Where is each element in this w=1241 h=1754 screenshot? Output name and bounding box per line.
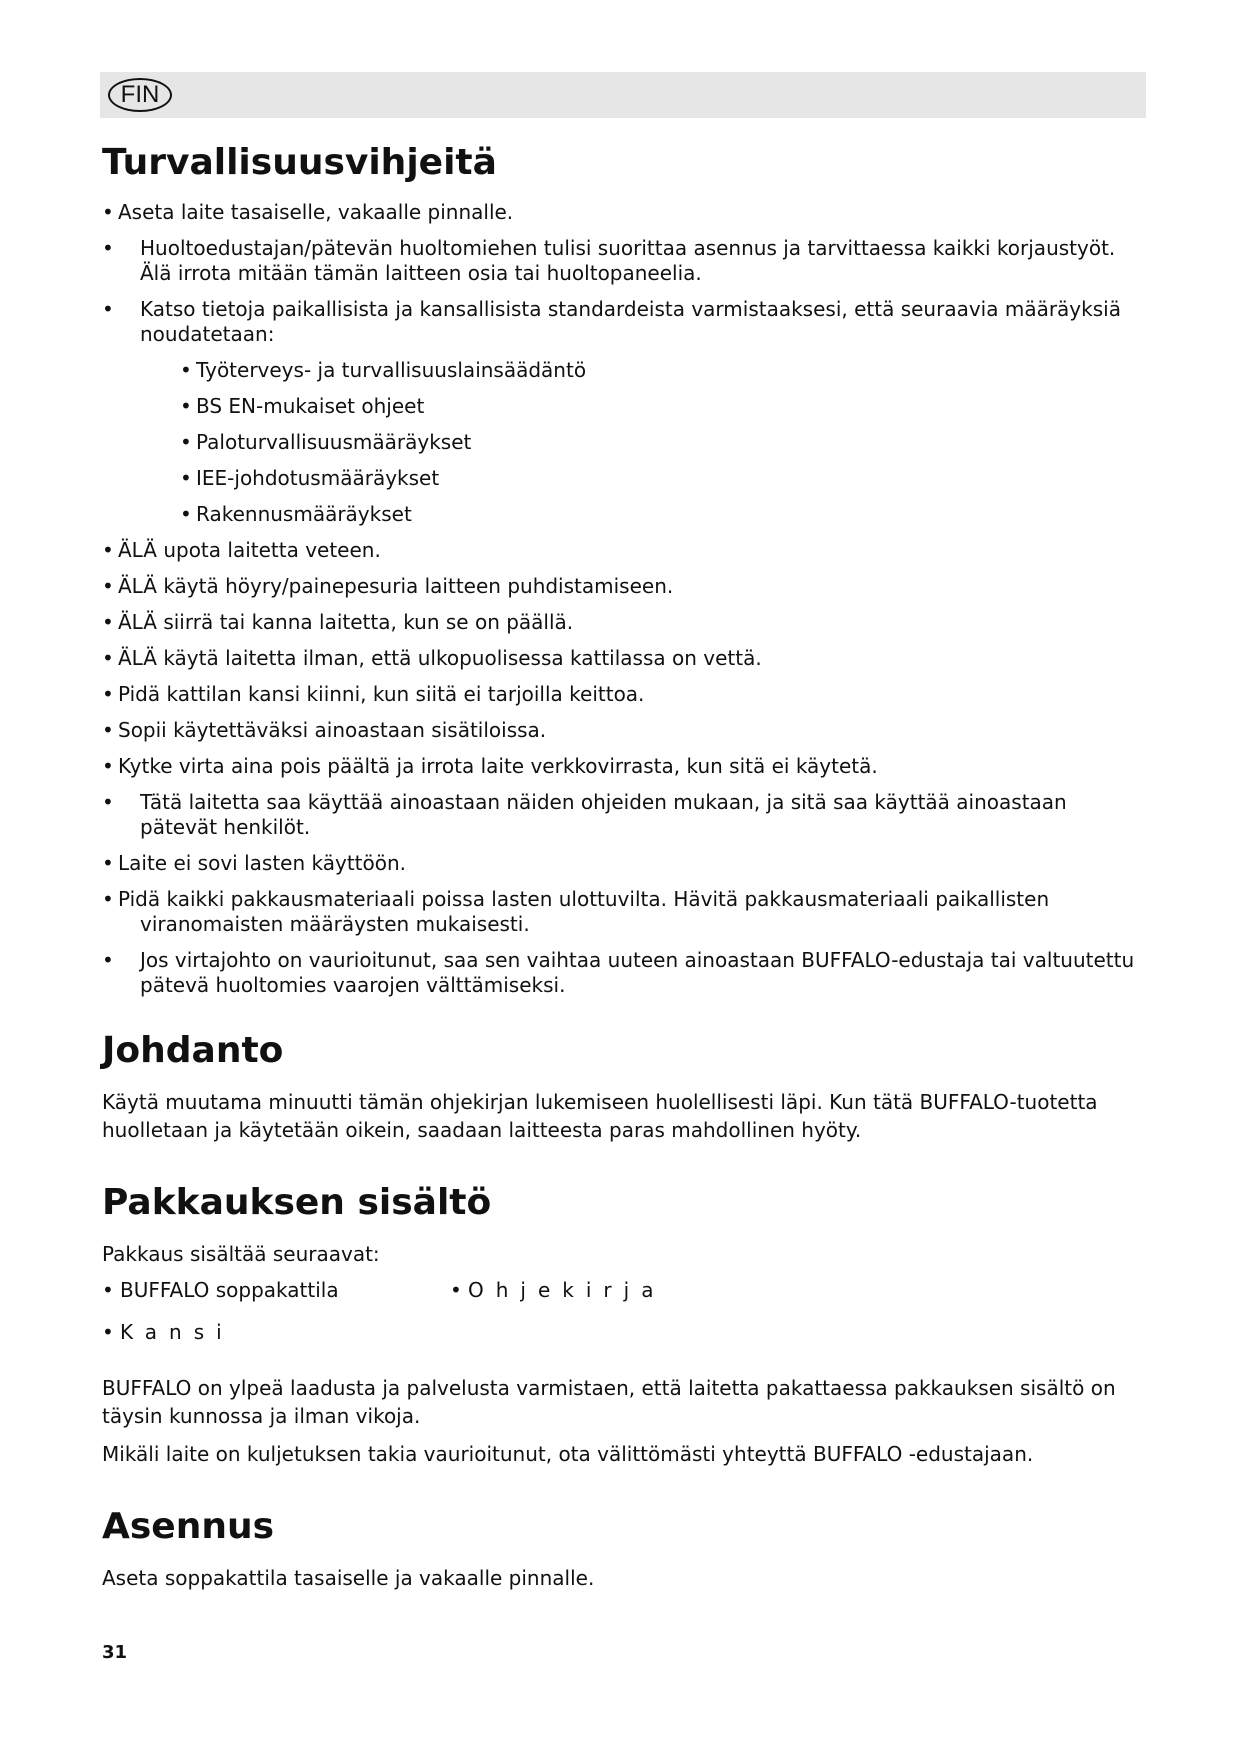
list-item: • Sopii käytettäväksi ainoastaan sisätiloissa. (102, 718, 1142, 743)
language-badge: FIN (108, 78, 172, 112)
list-item: • ÄLÄ käytä höyry/painepesuria laitteen puhdistamiseen. (102, 574, 1142, 599)
contents-heading: Pakkauksen sisältö (102, 1182, 492, 1223)
list-item: • Kytke virta aina pois päältä ja irrota laite verkkovirrasta, kun sitä ei käytetä. (102, 754, 1142, 779)
list-item: • Paloturvallisuusmääräykset (180, 430, 1142, 455)
safety-heading: Turvallisuusvihjeitä (102, 142, 497, 183)
intro-text: Käytä muutama minuutti tämän ohjekirjan lukemiseen huolellisesti läpi. Kun tätä BUFFALO-tuotetta huolletaan ja käytetään oikein, saadaan laitteesta paras mahdollinen hyöty. (102, 1090, 1098, 1142)
contents-lead: Pakkaus sisältää seuraavat: (102, 1242, 380, 1266)
page-number: 31 (102, 1642, 128, 1663)
list-item: • Pidä kattilan kansi kiinni, kun siitä ei tarjoilla keittoa. (102, 682, 1142, 707)
language-header-bar (100, 72, 1146, 118)
list-item: • Rakennusmääräykset (180, 502, 1142, 527)
install-heading: Asennus (102, 1506, 275, 1547)
list-item: • ÄLÄ upota laitetta veteen. (102, 538, 1142, 563)
safety-list (102, 200, 1142, 347)
list-item: • Laite ei sovi lasten käyttöön. (102, 851, 1142, 876)
install-text: Aseta soppakattila tasaiselle ja vakaalle pinnalle. (102, 1566, 595, 1590)
list-item: • IEE-johdotusmääräykset (180, 466, 1142, 491)
list-item-text: • Pidä kaikki pakkausmateriaali poissa lasten ulottuvilta. Hävitä pakkausmateriaali paikallisten viranomaisten määräysten mukaisesti. (118, 887, 1050, 936)
safety-list-continued (102, 538, 1142, 998)
list-item: • ÄLÄ käytä laitetta ilman, että ulkopuolisessa kattilassa on vettä. (102, 646, 1142, 671)
intro-heading: Johdanto (102, 1030, 284, 1071)
contents-item-pot: • BUFFALO soppakattila (102, 1278, 339, 1303)
list-item: • Huoltoedustajan/pätevän huoltomiehen tulisi suorittaa asennus ja tarvittaessa kaikki korjaustyöt. Älä irrota mitään tämän laitteen osia tai huoltopaneelia. (102, 236, 1142, 286)
page-content (102, 140, 1142, 1592)
list-item (102, 887, 1142, 937)
regulations-list (180, 358, 1142, 527)
list-item: • BS EN-mukaiset ohjeet (180, 394, 1142, 419)
list-item: • Katso tietoja paikallisista ja kansallisista standardeista varmistaaksesi, että seuraavia määräyksiä noudatetaan: (102, 297, 1142, 347)
list-item: • Työterveys- ja turvallisuuslainsäädäntö (180, 358, 1142, 383)
list-item: • Tätä laitetta saa käyttää ainoastaan näiden ohjeiden mukaan, ja sitä saa käyttää ainoastaan pätevät henkilöt. (102, 790, 1142, 840)
contents-item-manual: • Ohjekirja (450, 1278, 665, 1303)
list-item: • Jos virtajohto on vaurioitunut, saa sen vaihtaa uuteen ainoastaan BUFFALO-edustaja tai valtuutettu pätevä huoltomies vaarojen välttämiseksi. (102, 948, 1142, 998)
contents-item-lid: • Kansi (102, 1320, 234, 1345)
contents-damage-text: Mikäli laite on kuljetuksen takia vaurioitunut, ota välittömästi yhteyttä BUFFALO -edustajaan. (102, 1442, 1034, 1466)
list-item: • ÄLÄ siirrä tai kanna laitetta, kun se on päällä. (102, 610, 1142, 635)
list-item: • Aseta laite tasaiselle, vakaalle pinnalle. (102, 200, 1142, 225)
contents-list (102, 1278, 1142, 1364)
contents-quality-text: BUFFALO on ylpeä laadusta ja palvelusta varmistaen, että laitetta pakattaessa pakkauksen sisältö on täysin kunnossa ja ilman vikoja. (102, 1376, 1116, 1428)
